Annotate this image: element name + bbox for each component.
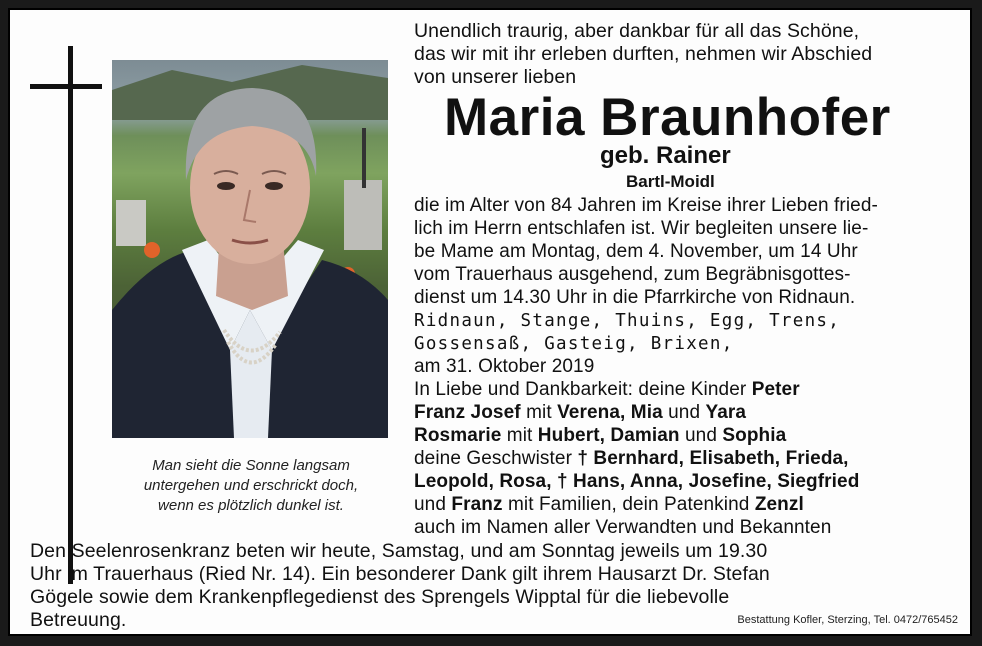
- portrait-illustration: [112, 60, 388, 438]
- mourners-line: [414, 379, 800, 401]
- mourner-name: Rosmarie: [414, 425, 502, 446]
- mourners-line: [414, 494, 804, 516]
- mourners-text: und: [679, 425, 723, 446]
- mourners-line: [414, 471, 859, 493]
- intro-line: von unserer lieben: [414, 66, 577, 88]
- mourners-line: [414, 402, 746, 424]
- body-line: lich im Herrn entschlafen ist. Wir begleiten unsere lie-: [414, 218, 869, 239]
- closing-line: Uhr im Trauerhaus (Ried Nr. 14). Ein besonderer Dank gilt ihrem Hausarzt Dr. Stefan: [30, 563, 770, 585]
- mourners-text: mit Familien, dein Patenkind: [502, 494, 755, 515]
- quote-line: wenn es plötzlich dunkel ist.: [158, 497, 344, 514]
- birth-name: geb. Rainer: [600, 142, 731, 169]
- obituary-notice: [8, 8, 972, 636]
- mourners-text: mit: [501, 425, 538, 446]
- body-line: vom Trauerhaus ausgehend, zum Begräbnisgottes-: [414, 264, 851, 285]
- mourners-text: deine Geschwister: [414, 448, 578, 469]
- closing-line: Betreuung.: [30, 609, 127, 631]
- mourners-text: In Liebe und Dankbarkeit: deine Kinder: [414, 379, 752, 400]
- closing-line: Den Seelenrosenkranz beten wir heute, Samstag, und am Sonntag jeweils um 19.30: [30, 540, 768, 562]
- mourner-name: Franz: [451, 494, 503, 515]
- closing-line: Gögele sowie dem Krankenpflegedienst des Sprengels Wipptal für die liebevolle: [30, 586, 730, 608]
- intro-line: Unendlich traurig, aber dankbar für all das Schöne,: [414, 20, 860, 42]
- mourner-name: Yara: [705, 402, 747, 423]
- portrait-photo: [112, 60, 388, 438]
- mourner-name: Hubert, Damian: [537, 425, 680, 446]
- body-line: die im Alter von 84 Jahren im Kreise ihrer Lieben fried-: [414, 195, 878, 216]
- places-line: Ridnaun, Stange, Thuins, Egg, Trens,: [414, 311, 841, 331]
- mourners-line: [414, 517, 831, 539]
- body-line: dienst um 14.30 Uhr in die Pfarrkirche von Ridnaun.: [414, 287, 856, 308]
- mourner-name: Leopold, Rosa, † Hans, Anna, Josefine, Siegfried: [414, 471, 860, 492]
- quote-line: untergehen und erschrickt doch,: [143, 477, 359, 494]
- mourner-name: Verena, Mia: [557, 402, 663, 423]
- mourner-name: Peter: [751, 379, 800, 400]
- nickname: Bartl-Moidl: [626, 172, 715, 191]
- cross-icon-bar: [30, 84, 102, 89]
- mourner-name: Franz Josef: [414, 402, 521, 423]
- body-line: be Mame am Montag, dem 4. November, um 14 Uhr: [414, 241, 858, 262]
- mourner-name: Zenzl: [754, 494, 804, 515]
- mourner-name: Sophia: [722, 425, 787, 446]
- mourners-text: auch im Namen aller Verwandten und Bekannten: [414, 517, 832, 538]
- cross-icon: [68, 46, 73, 584]
- mourners-text: und: [662, 402, 706, 423]
- date: am 31. Oktober 2019: [414, 356, 595, 377]
- intro-line: das wir mit ihr erleben durften, nehmen wir Abschied: [414, 43, 873, 65]
- quote-line: Man sieht die Sonne langsam: [152, 457, 350, 474]
- funeral-home-credit: Bestattung Kofler, Sterzing, Tel. 0472/765452: [737, 614, 958, 626]
- mourners-text: mit: [520, 402, 558, 423]
- places-line: Gossensaß, Gasteig, Brixen,: [414, 334, 734, 354]
- mourners-line: [414, 448, 849, 470]
- mourners-line: [414, 425, 786, 447]
- mourners-text: und: [414, 494, 452, 515]
- deceased-name: Maria Braunhofer: [444, 88, 891, 147]
- quote: [110, 456, 392, 516]
- mourner-name: † Bernhard, Elisabeth, Frieda,: [577, 448, 849, 469]
